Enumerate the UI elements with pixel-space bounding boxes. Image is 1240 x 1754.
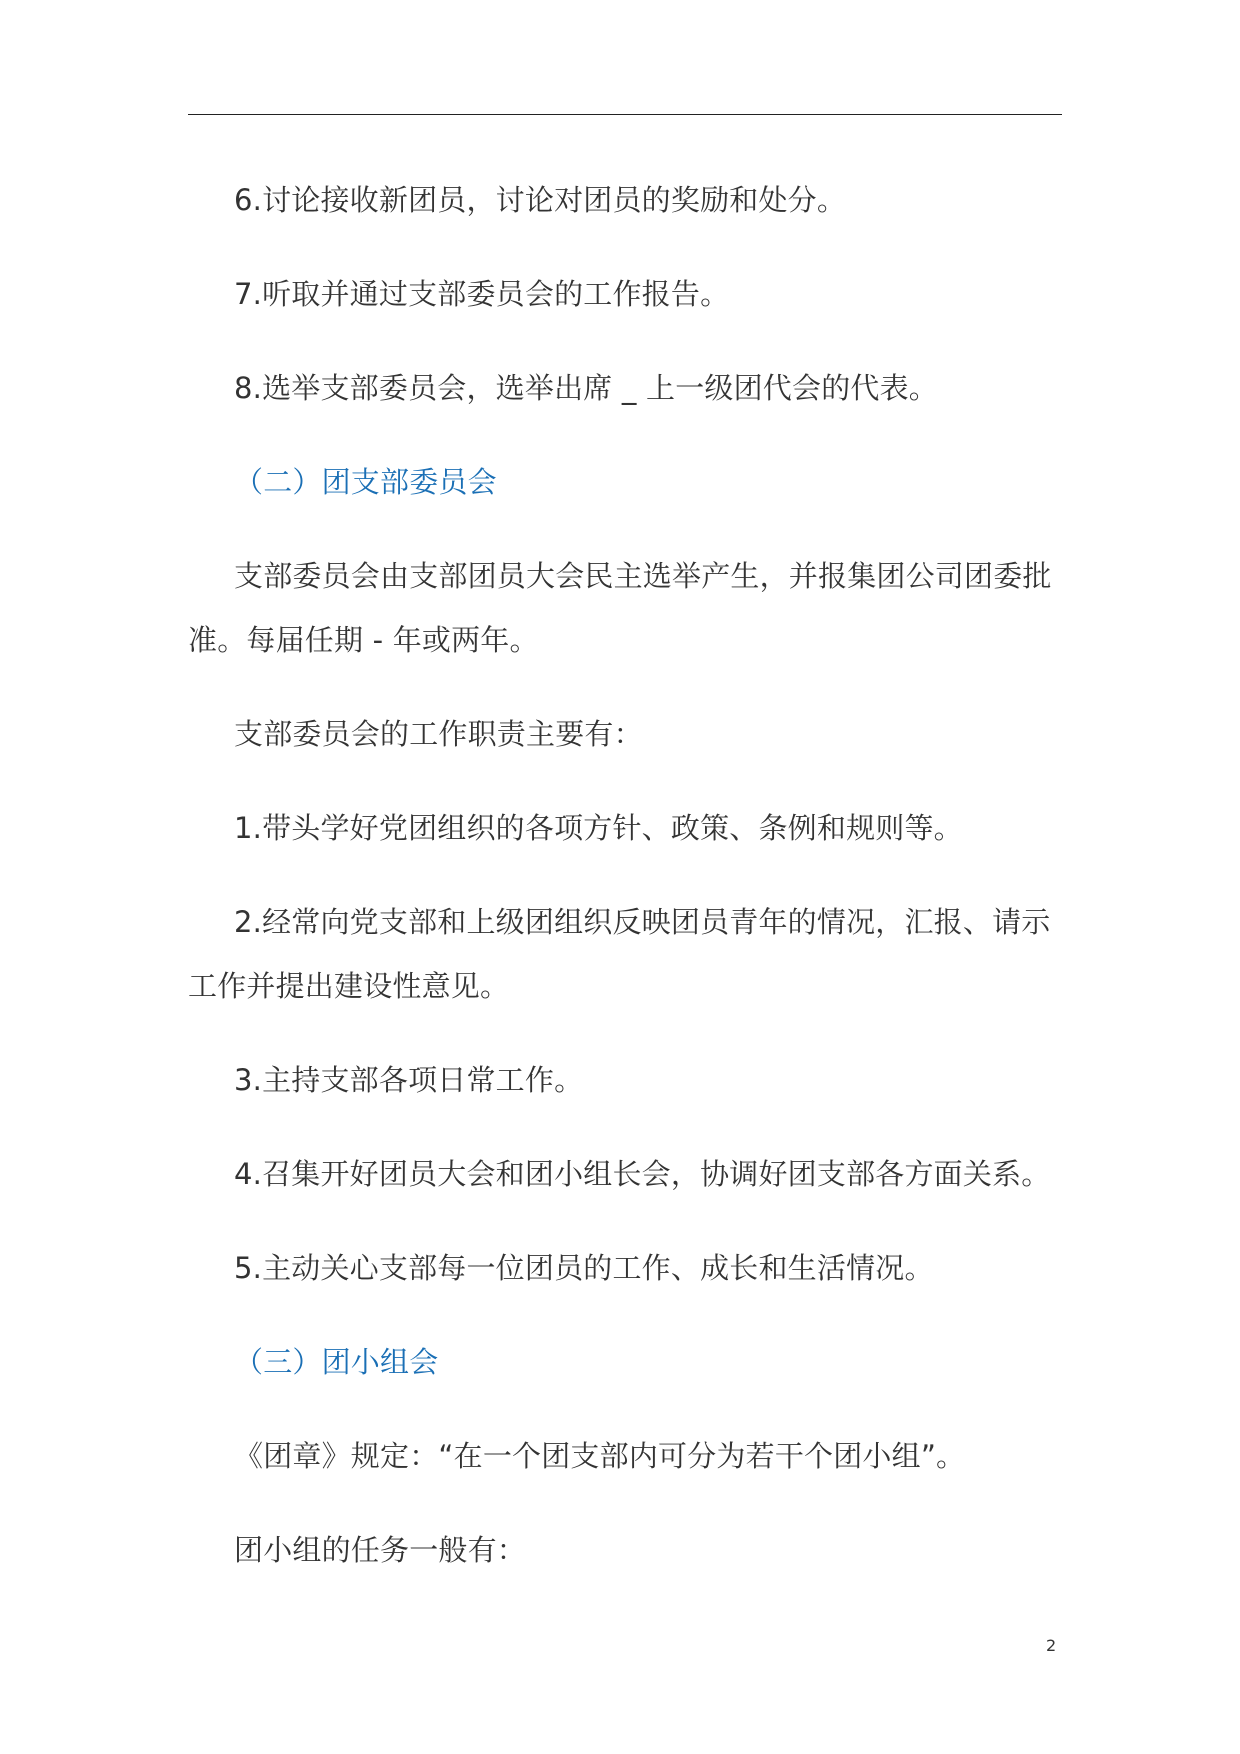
section-heading-3: （三）团小组会: [234, 1345, 439, 1379]
page-number: 2: [1046, 1636, 1057, 1655]
paragraph-duty-1: 1.带头学好党团组织的各项方针、政策、条例和规则等。: [234, 811, 963, 845]
paragraph-duty-2: 2.经常向党支部和上级团组织反映团员青年的情况，汇报、请示工作并提出建设性意见。: [188, 905, 1051, 1003]
document-body: [188, 168, 1062, 1612]
paragraph-item-8: 8.选举支部委员会，选举出席 _ 上一级团代会的代表。: [234, 371, 939, 405]
paragraph-item-7: 7.听取并通过支部委员会的工作报告。: [234, 277, 730, 311]
paragraph-item-6: 6.讨论接收新团员，讨论对团员的奖励和处分。: [234, 183, 847, 217]
paragraph-duty-5: 5.主动关心支部每一位团员的工作、成长和生活情况。: [234, 1251, 934, 1285]
paragraph-committee-duties-intro: 支部委员会的工作职责主要有：: [234, 717, 643, 751]
paragraph-duty-3: 3.主持支部各项日常工作。: [234, 1063, 584, 1097]
section-heading-2: （二）团支部委员会: [234, 465, 497, 499]
header-rule: [188, 114, 1062, 115]
paragraph-group-tasks-intro: 团小组的任务一般有：: [234, 1533, 527, 1567]
paragraph-duty-4: 4.召集开好团员大会和团小组长会，协调好团支部各方面关系。: [234, 1157, 1051, 1191]
paragraph-charter-quote: 《团章》规定：“在一个团支部内可分为若干个团小组”。: [234, 1439, 966, 1473]
paragraph-committee-intro: 支部委员会由支部团员大会民主选举产生，并报集团公司团委批准。每届任期 - 年或两年。: [188, 559, 1052, 657]
